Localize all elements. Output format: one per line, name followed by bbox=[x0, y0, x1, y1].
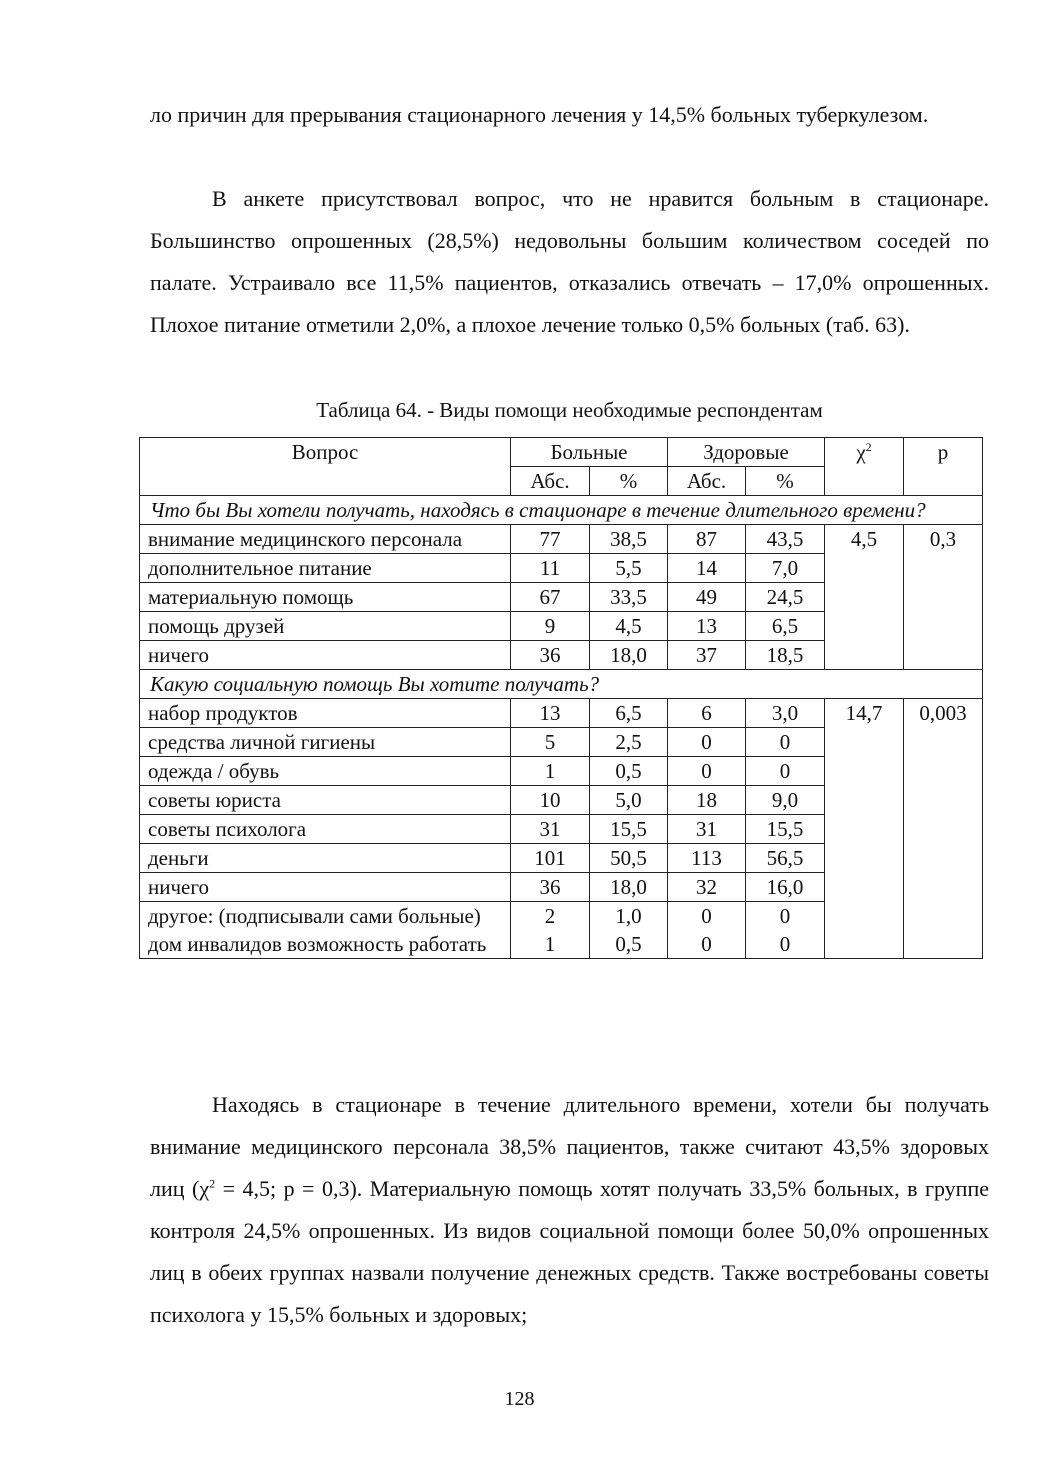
cell-patients-pct: 1,0 0,5 bbox=[590, 902, 668, 959]
cell-healthy-pct: 3,0 bbox=[746, 699, 825, 728]
table-row bbox=[140, 699, 983, 728]
cell-healthy-pct: 16,0 bbox=[746, 873, 825, 902]
section-2-title: Какую социальную помощь Вы хотите получать? bbox=[140, 670, 983, 699]
row-label: материальную помощь bbox=[140, 583, 511, 612]
cell-healthy-abs: 14 bbox=[668, 554, 746, 583]
cell-patients-abs: 101 bbox=[511, 844, 590, 873]
cell-patients-pct: 18,0 bbox=[590, 641, 668, 670]
cell-healthy-pct: 0 0 bbox=[746, 902, 825, 959]
cell-patients-abs: 2 1 bbox=[511, 902, 590, 959]
header-healthy: Здоровые bbox=[668, 438, 825, 467]
cell-healthy-pct: 0 bbox=[746, 757, 825, 786]
cell-healthy-abs: 49 bbox=[668, 583, 746, 612]
cell-healthy-abs: 6 bbox=[668, 699, 746, 728]
cell-healthy-abs: 37 bbox=[668, 641, 746, 670]
row-label: советы психолога bbox=[140, 815, 511, 844]
cell-chi-square: 4,5 bbox=[825, 525, 904, 670]
cell-healthy-abs: 113 bbox=[668, 844, 746, 873]
cell-patients-pct: 18,0 bbox=[590, 873, 668, 902]
cell-p-value: 0,003 bbox=[904, 699, 983, 959]
cell-patients-abs: 1 bbox=[511, 757, 590, 786]
header-patients: Больные bbox=[511, 438, 668, 467]
cell-patients-pct: 15,5 bbox=[590, 815, 668, 844]
row-label: ничего bbox=[140, 641, 511, 670]
cell-patients-pct: 5,0 bbox=[590, 786, 668, 815]
table-row bbox=[140, 525, 983, 554]
cell-chi-square: 14,7 bbox=[825, 699, 904, 959]
cell-healthy-pct: 56,5 bbox=[746, 844, 825, 873]
cell-healthy-abs: 0 0 bbox=[668, 902, 746, 959]
cell-patients-abs: 11 bbox=[511, 554, 590, 583]
section-2-title-row bbox=[140, 670, 983, 699]
cell-patients-abs: 10 bbox=[511, 786, 590, 815]
row-label: помощь друзей bbox=[140, 612, 511, 641]
page-number: 128 bbox=[504, 1388, 535, 1410]
header-healthy-abs: Абс. bbox=[668, 467, 746, 496]
header-patients-abs: Абс. bbox=[511, 467, 590, 496]
cell-healthy-pct: 15,5 bbox=[746, 815, 825, 844]
data-table bbox=[139, 437, 983, 959]
header-healthy-pct: % bbox=[746, 467, 825, 496]
row-label: дополнительное питание bbox=[140, 554, 511, 583]
cell-patients-abs: 77 bbox=[511, 525, 590, 554]
cell-healthy-abs: 31 bbox=[668, 815, 746, 844]
cell-healthy-abs: 0 bbox=[668, 757, 746, 786]
table-header-row bbox=[140, 438, 983, 467]
cell-patients-abs: 36 bbox=[511, 641, 590, 670]
cell-patients-pct: 6,5 bbox=[590, 699, 668, 728]
header-chi-square: $\chi^2$ bbox=[825, 438, 904, 496]
cell-patients-abs: 5 bbox=[511, 728, 590, 757]
cell-healthy-abs: 18 bbox=[668, 786, 746, 815]
cell-healthy-pct: 0 bbox=[746, 728, 825, 757]
cell-patients-abs: 31 bbox=[511, 815, 590, 844]
cell-healthy-pct: 18,5 bbox=[746, 641, 825, 670]
paragraph-results: Находясь в стационаре в течение длительного времени, хотели бы получать внимание медицинского персонала 38,5% пациентов, также считают 43,5% здоровых лиц ($\chi^2 = 4,5$; p = 0,3). Материальную помощь хотят получать 33,5% больных, в группе контроля 24,5% опрошенных. Из видов социальной помощи более 50,0% опрошенных лиц в обеих группах назвали получение денежных средств. Также востребованы советы психолога у 15,5% больных и здоровых; bbox=[150, 1092, 989, 1327]
cell-patients-pct: 50,5 bbox=[590, 844, 668, 873]
cell-healthy-pct: 6,5 bbox=[746, 612, 825, 641]
row-label: внимание медицинского персонала bbox=[140, 525, 511, 554]
row-label: набор продуктов bbox=[140, 699, 511, 728]
cell-healthy-abs: 87 bbox=[668, 525, 746, 554]
cell-patients-pct: 38,5 bbox=[590, 525, 668, 554]
cell-healthy-pct: 43,5 bbox=[746, 525, 825, 554]
cell-healthy-pct: 24,5 bbox=[746, 583, 825, 612]
cell-patients-abs: 67 bbox=[511, 583, 590, 612]
cell-healthy-abs: 13 bbox=[668, 612, 746, 641]
header-question: Вопрос bbox=[140, 438, 511, 496]
row-label: ничего bbox=[140, 873, 511, 902]
cell-patients-pct: 33,5 bbox=[590, 583, 668, 612]
row-label: одежда / обувь bbox=[140, 757, 511, 786]
header-patients-pct: % bbox=[590, 467, 668, 496]
cell-healthy-pct: 9,0 bbox=[746, 786, 825, 815]
cell-healthy-abs: 0 bbox=[668, 728, 746, 757]
row-label: деньги bbox=[140, 844, 511, 873]
cell-healthy-pct: 7,0 bbox=[746, 554, 825, 583]
section-1-title-row bbox=[140, 496, 983, 525]
cell-patients-pct: 2,5 bbox=[590, 728, 668, 757]
cell-healthy-abs: 32 bbox=[668, 873, 746, 902]
row-label: другое: (подписывали сами больные) дом инвалидов возможность работать bbox=[140, 902, 511, 959]
section-1-title: Что бы Вы хотели получать, находясь в стационаре в течение длительного времени? bbox=[140, 496, 983, 525]
cell-patients-abs: 36 bbox=[511, 873, 590, 902]
cell-patients-abs: 13 bbox=[511, 699, 590, 728]
cell-p-value: 0,3 bbox=[904, 525, 983, 670]
table-caption: Таблица 64. - Виды помощи необходимые респондентам bbox=[316, 398, 823, 422]
row-label: советы юриста bbox=[140, 786, 511, 815]
paragraph-continued: ло причин для прерывания стационарного лечения у 14,5% больных туберкулезом. bbox=[150, 102, 929, 127]
header-p: p bbox=[904, 438, 983, 496]
paragraph-survey: В анкете присутствовал вопрос, что не нравится больным в стационаре. Большинство опрошенных (28,5%) недовольны большим количеством соседей по палате. Устраивало все 11,5% пациентов, отказались отвечать – 17,0% опрошенных. Плохое питание отметили 2,0%, а плохое лечение только 0,5% больных (таб. 63). bbox=[150, 186, 989, 337]
cell-patients-pct: 4,5 bbox=[590, 612, 668, 641]
cell-patients-abs: 9 bbox=[511, 612, 590, 641]
cell-patients-pct: 0,5 bbox=[590, 757, 668, 786]
cell-patients-pct: 5,5 bbox=[590, 554, 668, 583]
row-label: средства личной гигиены bbox=[140, 728, 511, 757]
